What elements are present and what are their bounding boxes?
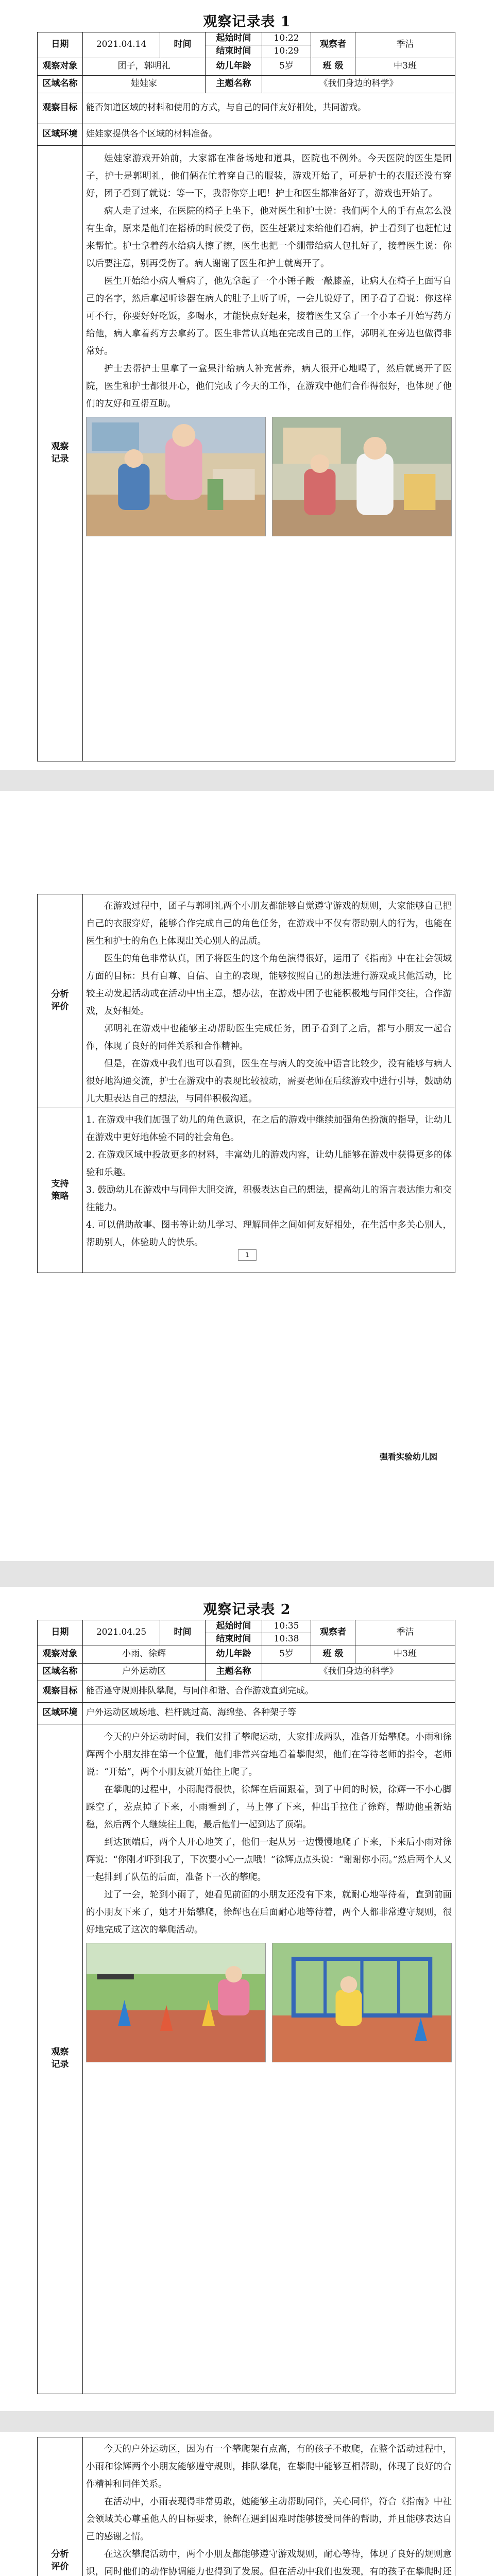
analysis-paragraph: 在活动中，小雨表现得非常勇敢，她能够主动帮助同伴，关心同伴，符合《指南》中社会领域关心尊重他人的目标要求，徐辉在遇到困难时能够接受同伴的帮助，并且能够表达自己的感谢之情。: [86, 2497, 452, 2542]
analysis-table: [37, 894, 455, 1273]
area-label: 区域名称: [38, 1663, 83, 1681]
record-paragraph: 今天的户外运动时间，我们安排了攀爬运动，大家排成两队，准备开始攀爬。小雨和徐辉两个小朋友排在第一个位置，他们非常兴奋地看着攀爬架，他们在等待老师的指令，老师说：“开始”，两个小朋友就开始往上爬了。: [86, 1732, 452, 1777]
area-value: 户外运动区: [83, 1663, 206, 1681]
record-paragraph: 过了一会，轮到小雨了，她看见前面的小朋友还没有下来，就耐心地等待着，直到前面的小朋友下来了，她才开始攀爬，徐辉也在后面耐心地等待着，两个人都非常遵守规则，很好地完成了这次的攀爬活动。: [86, 1889, 452, 1935]
analysis-content: [83, 2437, 455, 2576]
env-label: 区域环境: [38, 124, 83, 145]
date-value: 2021.04.14: [83, 32, 160, 58]
page-title: 观察记录表 1: [203, 14, 291, 30]
observer-label: 观察者: [311, 32, 355, 58]
target-value: 团子，郭明礼: [83, 58, 206, 75]
date-label: 日期: [38, 32, 83, 58]
record-paragraph: 到达顶端后，两个人开心地笑了，他们一起从另一边慢慢地爬了下来，下来后小雨对徐辉说：“你刚才吓到我了，下次要小心一点哦！”徐辉点点头说：“谢谢你小雨。”然后两个人又一起排到了队伍的后面，准备下一次的攀爬。: [86, 1837, 452, 1883]
strategy-item: 2. 在游戏区域中投放更多的材料，丰富幼儿的游戏内容，让幼儿能够在游戏中获得更多的体验和乐趣。: [86, 1150, 452, 1178]
analysis-paragraph: 在这次攀爬活动中，两个小朋友都能够遵守游戏规则，耐心等待，体现了良好的规则意识，同时他们的动作协调能力也得到了发展。但在活动中我们也发现，有的孩子在攀爬时还: [86, 2549, 452, 2576]
analysis-paragraph: 郭明礼在游戏中也能够主动帮助医生完成任务，团子看到了之后，都与小朋友一起合作，体现了良好的同伴关系和合作精神。: [86, 1024, 452, 1052]
strategy-item: 4. 可以借助故事、图书等让幼儿学习、理解同伴之间如何友好相处，在生活中多关心别人，帮助别人，体验助人的快乐。: [86, 1220, 452, 1248]
analysis-label: 分析 评价: [38, 2437, 83, 2576]
end-time-label: 结束时间: [206, 1633, 262, 1646]
age-value: 5岁: [262, 58, 311, 75]
date-value: 2021.04.25: [83, 1620, 160, 1646]
end-time-label: 结束时间: [206, 45, 262, 58]
env-value: 户外运动区域场地、栏杆跳过高、海绵垫、各种架子等: [83, 1702, 455, 1724]
analysis-content: [83, 894, 455, 1108]
photo-image: [87, 417, 265, 536]
end-time-value: 10:38: [262, 1633, 311, 1646]
photo-outdoor-climbing: [272, 1943, 452, 2062]
strategy-item: 3. 鼓励幼儿在游戏中与同伴大胆交流，积极表达自己的想法，提高幼儿的语言表达能力和交往能力。: [86, 1185, 452, 1213]
photo-image: [272, 417, 451, 536]
observer-label: 观察者: [311, 1620, 355, 1646]
record-paragraph: 病人走了过来，在医院的椅子上坐下，他对医生和护士说：我们两个人的手有点怎么没有生命，原来是他们在搭桥的时候受了伤，医生赶紧过来给他们看病，护士看到了也赶忙过来帮忙。护士拿着药水给病人擦了擦，医生也把一个绷带给病人包扎好了，接着医生说：你以后要注意，别再受伤了。病人谢谢了医生和护士就离开了。: [86, 206, 452, 269]
record-paragraph: 医生开始给小病人看病了，他先拿起了一个小锤子敲一敲膝盖，让病人在椅子上面写自己的名字，然后拿起听诊器在病人的肚子上听了听，一会儿说好了，团子看了看说：你这样可不行，你要好好吃饭，多喝水，才能快点好起来，接着医生又拿了一个小本子开始写药方给他，病人拿着药方去拿药了。医生非常认真地在完成自己的工作，郭明礼在旁边也做得非常好。: [86, 276, 452, 357]
strategy-label: 支持 策略: [38, 1108, 83, 1273]
goal-value: 能否遵守规则排队攀爬，与同伴和谐、合作游戏直到完成。: [83, 1681, 455, 1702]
record-content: [83, 145, 455, 761]
photo-doctor-play: [272, 417, 452, 536]
analysis-paragraph: 但是，在游戏中我们也可以看到，医生在与病人的交流中语言比较少，没有能够与病人很好地沟通交流，护士在游戏中的表现比较被动，需要老师在后续游戏中进行引导，鼓励幼儿大胆表达自己的想法，与同伴积极沟通。: [86, 1059, 452, 1104]
time-label: 时间: [160, 32, 206, 58]
analysis-paragraph: 在游戏过程中，团子与郭明礼两个小朋友都能够自觉遵守游戏的规则，大家能够自己把自己的衣服穿好，能够合作完成自己的角色任务，在游戏中不仅有帮助别人的行为，也能在医生和护士的角色上体现出关心别人的品质。: [86, 901, 452, 946]
photo-hospital-play: [86, 417, 266, 536]
record-content: [83, 1724, 455, 2394]
record-label: 观察 记录: [38, 145, 83, 761]
class-value: 中3班: [355, 1646, 455, 1663]
class-label: 班 级: [311, 58, 355, 75]
theme-value: 《我们身边的科学》: [262, 1663, 455, 1681]
goal-label: 观察目标: [38, 1681, 83, 1702]
observer-value: 季洁: [355, 32, 455, 58]
page-1: [0, 0, 494, 770]
observation-table: [37, 1620, 455, 2394]
analysis-label: 分析 评价: [38, 894, 83, 1108]
photo-image: [87, 1943, 265, 2062]
start-time-label: 起始时间: [206, 32, 262, 45]
page-title: 观察记录表 2: [203, 1602, 291, 1618]
record-paragraph: 在攀爬的过程中，小雨爬得很快，徐辉在后面跟着，到了中间的时候，徐辉一不小心脚踩空了，差点掉了下来，小雨看到了，马上停了下来，伸出手拉住了徐辉，帮助他重新站稳，然后两个人继续往上爬，最后他们一起到达了顶端。: [86, 1784, 452, 1830]
page-2: [0, 791, 494, 1561]
target-label: 观察对象: [38, 58, 83, 75]
analysis-table: [37, 2437, 455, 2576]
page-4: [0, 2432, 494, 2576]
photo-outdoor-cones: [86, 1943, 266, 2062]
footer-school: 强看实验幼儿园: [379, 1452, 437, 1462]
env-label: 区域环境: [38, 1702, 83, 1724]
theme-value: 《我们身边的科学》: [262, 75, 455, 93]
observation-table: [37, 32, 455, 761]
record-paragraph: 娃娃家游戏开始前，大家都在准备场地和道具，医院也不例外。今天医院的医生是团子，护士是郭明礼，他们俩在忙着穿自己的服装，游戏开始了，可是护士的衣服还没有穿好，团子看到了就说：等一下，我帮你穿上吧！护士和医生都准备好了，游戏也开始了。: [86, 153, 452, 199]
strategy-item: 1. 在游戏中我们加强了幼儿的角色意识，在之后的游戏中继续加强角色扮演的指导，让幼儿在游戏中更好地体验不同的社会角色。: [86, 1115, 452, 1143]
env-value: 娃娃家提供各个区域的材料准备。: [83, 124, 455, 145]
record-paragraph: 护士去帮护士里拿了一盒果汁给病人补充营养，病人很开心地喝了，然后就离开了医院，医生和护士都很开心，他们完成了今天的工作，在游戏中他们合作得很好，也体现了他们的友好和互帮互助。: [86, 363, 452, 409]
page-indicator[interactable]: 1: [238, 1249, 257, 1261]
record-label: 观察 记录: [38, 1724, 83, 2394]
record-photos: [86, 1939, 452, 2066]
start-time-label: 起始时间: [206, 1620, 262, 1633]
page-3: [0, 1587, 494, 2411]
age-label: 幼儿年龄: [206, 1646, 262, 1663]
record-photos: [86, 413, 452, 540]
target-value: 小雨、徐辉: [83, 1646, 206, 1663]
start-time-value: 10:35: [262, 1620, 311, 1633]
age-label: 幼儿年龄: [206, 58, 262, 75]
target-label: 观察对象: [38, 1646, 83, 1663]
photo-image: [272, 1943, 451, 2062]
goal-label: 观察目标: [38, 93, 83, 124]
analysis-paragraph: 医生的角色非常认真，团子将医生的这个角色演得很好，运用了《指南》中在社会领域方面的目标：具有自尊、自信、自主的表现，能够按照自己的想法进行游戏或其他活动，比较主动发起活动或在活动中出主意，想办法，在游戏中团子也能积极地与同伴交往，合作游戏，友好相处。: [86, 954, 452, 1016]
theme-label: 主题名称: [206, 1663, 262, 1681]
class-label: 班 级: [311, 1646, 355, 1663]
end-time-value: 10:29: [262, 45, 311, 58]
observer-value: 季洁: [355, 1620, 455, 1646]
time-label: 时间: [160, 1620, 206, 1646]
goal-value: 能否知道区域的材料和使用的方式，与自己的同伴友好相处，共同游戏。: [83, 93, 455, 124]
theme-label: 主题名称: [206, 75, 262, 93]
area-label: 区域名称: [38, 75, 83, 93]
strategy-content: [83, 1108, 455, 1273]
class-value: 中3班: [355, 58, 455, 75]
analysis-paragraph: 今天的户外运动区，因为有一个攀爬架有点高，有的孩子不敢爬，在整个活动过程中，小雨和徐辉两个小朋友能够遵守规则，排队攀爬，在攀爬中能够互相帮助，体现了良好的合作精神和同伴关系。: [86, 2444, 452, 2489]
age-value: 5岁: [262, 1646, 311, 1663]
start-time-value: 10:22: [262, 32, 311, 45]
date-label: 日期: [38, 1620, 83, 1646]
area-value: 娃娃家: [83, 75, 206, 93]
